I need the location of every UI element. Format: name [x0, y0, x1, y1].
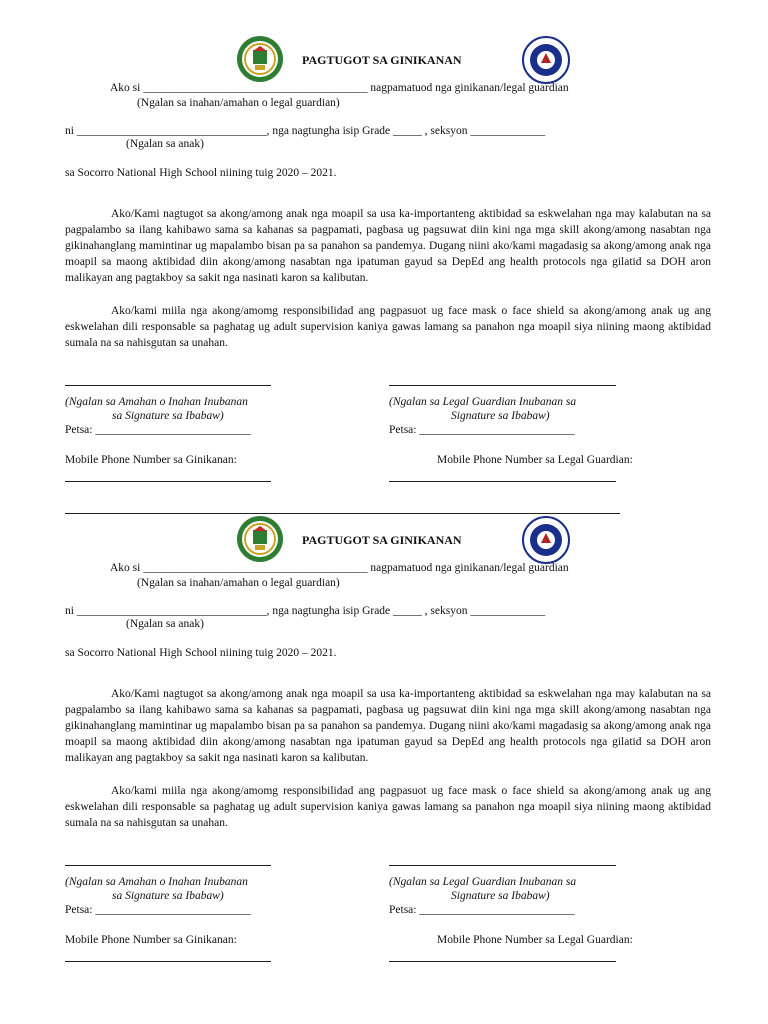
consent-paragraph-1: Ako/Kami nagtugot sa akong/among anak nga moapil sa usa ka-importanteng aktibidad sa eskwelahan nga may kalabutan na sa pagpalambo sa ilang kahibawo sama sa kahanas sa pagpamati, pagbasa ug pagsuwat diin kini nga mga skill akong/among nasabtan nga gikinahanglang mamintinar ug mapalambo bisan pa sa panahon sa pandemya. Dugang niini ako/kami magadasig sa akong/among anak nga moapil sa maong aktibidad diin akong/among nasabtan nga ipatuman gayud sa DepEd ang health protocols nga gilatid sa DOH aron malikayan ang pagtakboy sa sakit nga nasinati karon sa kalibutan.: [65, 688, 711, 764]
parent-signature-line: [65, 385, 271, 386]
parent-signature-caption-2: sa Signature sa Ibabaw): [112, 410, 224, 422]
form-title: PAGTUGOT SA GINIKANAN: [302, 53, 462, 67]
guardian-signature-caption-2: Signature sa Ibabaw): [451, 890, 550, 902]
consent-paragraph-1: Ako/Kami nagtugot sa akong/among anak nga moapil sa usa ka-importanteng aktibidad sa eskwelahan nga may kalabutan na sa pagpalambo sa ilang kahibawo sama sa kahanas sa pagpamati, pagbasa ug pagsuwat diin kini nga mga skill akong/among nasabtan nga gikinahanglang mamintinar ug mapalambo bisan pa sa panahon sa pandemya. Dugang niini ako/kami magadasig sa akong/among anak nga moapil sa maong aktibidad diin akong/among nasabtan nga ipatuman gayud sa DepEd ang health protocols nga gilatid sa DOH aron malikayan ang pagtakboy sa sakit nga nasinati karon sa kalibutan.: [65, 208, 711, 284]
guardian-phone-label: Mobile Phone Number sa Legal Guardian:: [437, 934, 633, 946]
guardian-signature-line: [389, 385, 616, 386]
parent-signature-caption: (Ngalan sa Amahan o Inahan Inubanan: [65, 876, 248, 888]
parent-signature-caption: (Ngalan sa Amahan o Inahan Inubanan: [65, 396, 248, 408]
guardian-phone-label: Mobile Phone Number sa Legal Guardian:: [437, 454, 633, 466]
parent-phone-label: Mobile Phone Number sa Ginikanan:: [65, 454, 237, 466]
consent-form-2: [0, 480, 768, 960]
guardian-name-caption: (Ngalan sa inahan/amahan o legal guardian): [137, 577, 340, 589]
school-year-line: sa Socorro National High School niining tuig 2020 – 2021.: [65, 647, 337, 659]
guardian-name-line: Ako si _______________________________________ nagpamatuod nga ginikanan/legal guardian: [110, 82, 569, 94]
guardian-signature-line: [389, 865, 616, 866]
guardian-signature-caption: (Ngalan sa Legal Guardian Inubanan sa: [389, 876, 577, 888]
parent-date-line: Petsa: ___________________________: [65, 424, 251, 436]
guardian-signature-caption-2: Signature sa Ibabaw): [451, 410, 550, 422]
child-name-caption: (Ngalan sa anak): [126, 138, 204, 150]
consent-form-1: [0, 0, 768, 480]
child-name-caption: (Ngalan sa anak): [126, 618, 204, 630]
child-name-line: ni _________________________________, nga nagtungha isip Grade _____ , seksyon _____________: [65, 125, 546, 137]
guardian-date-line: Petsa: ___________________________: [389, 424, 575, 436]
parent-date-line: Petsa: ___________________________: [65, 904, 251, 916]
guardian-name-line: Ako si _______________________________________ nagpamatuod nga ginikanan/legal guardian: [110, 562, 569, 574]
form-title: PAGTUGOT SA GINIKANAN: [302, 533, 462, 547]
consent-paragraph-2: Ako/kami miila nga akong/amomg responsibilidad ang pagpasuot ug face mask o face shield sa akong/among anak ug ang eskwelahan dili responsable sa paghatag ug adult supervision kaniya gawas lamang sa panahon nga moapil siya niining maong aktibidad sumala na sa nahisgutan sa unahan.: [65, 305, 711, 349]
parent-signature-caption-2: sa Signature sa Ibabaw): [112, 890, 224, 902]
parent-signature-line: [65, 865, 271, 866]
guardian-signature-caption: (Ngalan sa Legal Guardian Inubanan sa: [389, 396, 577, 408]
deped-seal-icon: [522, 36, 570, 84]
guardian-date-line: Petsa: ___________________________: [389, 904, 575, 916]
parent-phone-line: [65, 961, 271, 962]
guardian-phone-line: [389, 961, 616, 962]
school-seal-icon: [236, 35, 284, 83]
guardian-name-caption: (Ngalan sa inahan/amahan o legal guardian): [137, 97, 340, 109]
deped-seal-icon: [522, 516, 570, 564]
school-year-line: sa Socorro National High School niining tuig 2020 – 2021.: [65, 167, 337, 179]
parent-phone-label: Mobile Phone Number sa Ginikanan:: [65, 934, 237, 946]
child-name-line: ni _________________________________, nga nagtungha isip Grade _____ , seksyon _____________: [65, 605, 546, 617]
school-seal-icon: [236, 515, 284, 563]
consent-paragraph-2: Ako/kami miila nga akong/amomg responsibilidad ang pagpasuot ug face mask o face shield sa akong/among anak ug ang eskwelahan dili responsable sa paghatag ug adult supervision kaniya gawas lamang sa panahon nga moapil siya niining maong aktibidad sumala na sa nahisgutan sa unahan.: [65, 785, 711, 829]
